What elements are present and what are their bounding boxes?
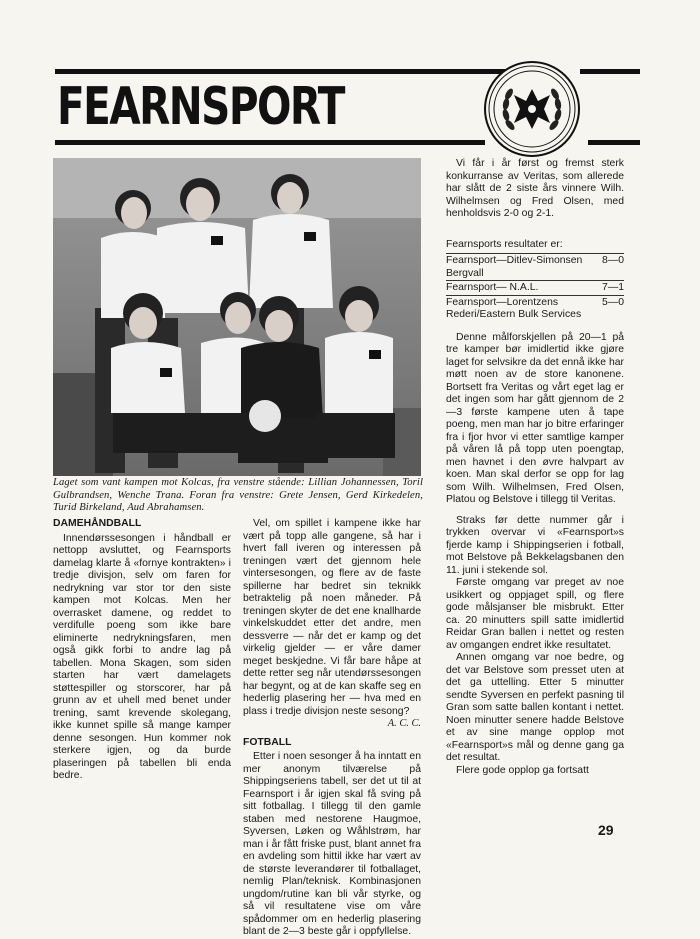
result-match: Fearnsport—Ditlev-Simonsen Bergvall [446, 255, 583, 279]
result-match: Fearnsport— N.A.L. [446, 282, 539, 293]
header-rule-top-right [580, 69, 640, 74]
handball-signature: A. C. C. [387, 718, 421, 729]
handball-column [53, 518, 231, 783]
header-rule-bottom [55, 140, 485, 145]
results-heading: Fearnsports resultater er: [446, 238, 563, 250]
football-paragraph-3: Denne målforskjellen på 20—1 på tre kamper bør imidlertid ikke gjøre laget for selvsikre da det ennå ikke har møtt noen av de store kanonene. Bortsett fra Veritas og vårt eget lag er det ingen som har gått gjennom de 2—3 første kampene uten å tape poeng, men man har jo bitre erfaringer fra i fjor hvor vi etter samtlige kamper på våren lå på topp uten poengtap, men havnet i den øvre halvpart av koen. Man skal derfor se opp for lag som Wilh. Wilhelmsen, Fred Olsen, Platou og Belstove i tillegg til Veritas. [446, 331, 624, 505]
handball-heading: DAMEHÅNDBALL [53, 518, 142, 529]
page-title: FEARNSPORT [57, 77, 344, 137]
page-number: 29 [598, 822, 614, 838]
football-heading: FOTBALL [243, 736, 292, 748]
result-row [446, 253, 624, 280]
results-table [446, 239, 624, 322]
team-photo [53, 158, 421, 476]
football-paragraph-1: Etter i noen sesonger å ha inntatt en mer anonym tilværelse på Shippingseriens tabell, ser det ut til at Fearnsport i år igjen skal få sving på sitt fotballag. I tillegg til den gamle staben med nestorene Haugmoe, Syversen, Løken og Wåhlstrøm, har man i år fått friske pust, blant annet fra en avdeling som hittil ikke har vært av de største leverandører til fotballaget, nemlig Plan/teknisk. Kombinasjonen ungdom/rutine kan bli vår styrke, og så vil resultatene vise om våre spådommer om en hederlig plasering blant de 2—3 beste går i oppfyllelse. [243, 751, 421, 937]
football-paragraph-4: Straks før dette nummer går i trykken overvar vi «Fearnsport»s fjerde kamp i Shippingserien i fotball, mot Belstove på Bekkelagsbanen den 11. juni i stekende sol. [446, 514, 624, 576]
result-row [446, 280, 624, 295]
football-paragraph-7: Flere gode opplop ga fortsatt [456, 764, 589, 776]
handball-football-column [243, 518, 421, 939]
result-score: 8—0 [602, 255, 624, 266]
football-paragraph-6: Annen omgang var noe bedre, og det var Belstove som presset uten at det ga uttelling. Etter 5 minutter sendte Syversen en perfekt pasning til Gran som satte ballen kontant i nettet. Noen minutter senere hadde Belstove et av sine mange opplop mot «Fearnsport»s mål og denne gang ga det resultat. [446, 652, 624, 763]
football-paragraph-5: Første omgang var preget av noe usikkert og oppjaget spill, og flere gode målsjanser ble misbrukt. Etter ca. 20 minutters spill satte imidlertid Reidar Gran ballen i nettet og resten av omgangen endret ikke resultatet. [446, 577, 624, 651]
football-paragraph-2: Vi får i år først og fremst sterk konkurranse av Veritas, som allerede har slått de 2 siste års vinnere Wilh. Wilhelmsen og Fred Olsen, med henholdsvis 2-0 og 2-1. [446, 158, 624, 219]
result-score: 5—0 [602, 296, 624, 308]
result-match: Fearnsport—Lorentzens Rederi/Eastern Bulk Services [446, 296, 582, 320]
header-rule-bottom-right [588, 140, 640, 145]
club-emblem-icon [482, 59, 582, 159]
result-row [446, 295, 624, 322]
header-rule-top [55, 69, 542, 74]
handball-paragraph-1: Innendørssesongen i håndball er nettopp avsluttet, og Fearnsports damelag klarte å «fornye kontrakten» i tredje divisjon, selv om faren for nedrykning var stor tor den siste kampen mot Kolcas. Men her overrasket damene, og reddet to verdifulle poeng som ikke bare eliminerte nedrykningsfaren, men også gikk forbi to andre lag på tabellen. Mona Skagen, som siden starten har vært damelagets støttespiller og storscorer, har på grunn av et uhell med benet under trening, samt krevende skolegang, ikke kunnet spille så mange kamper denne sesongen. Hun kommer nok sterkere igjen, og da burde plaseringen på tabellen bli enda bedre. [53, 532, 231, 781]
photo-caption: Laget som vant kampen mot Kolcas, fra venstre stående: Lillian Johannessen, Toril Gulbrandsen, Wenche Trana. Foran fra venstre: Grete Jensen, Gerd Kirkedelen, Turid Birkeland, Aud Abrahamsen. [53, 477, 423, 513]
football-column [446, 158, 624, 777]
result-score: 7—1 [602, 282, 624, 293]
handball-paragraph-2: Vel, om spillet i kampene ikke har vært på topp alle gangene, så har i hvert fall iveren og interessen på treningen vært det gjennom hele vintersesongen, og flere av de faste spillerne har bedret sin teknikk betraktelig på noen måneder. På treningen skyter de det ene knallharde vinkelskuddet etter det andre, men dessverre — når det er kamp og det virkelig gjelder — er våre damer meget beskjedne. Vi får bare håpe at dette retter seg når utendørssesongen har begynt, og at de kan skaffe seg en hederlig plasering her — hva med en plass i tredje divisjon neste sesong? [243, 518, 421, 717]
